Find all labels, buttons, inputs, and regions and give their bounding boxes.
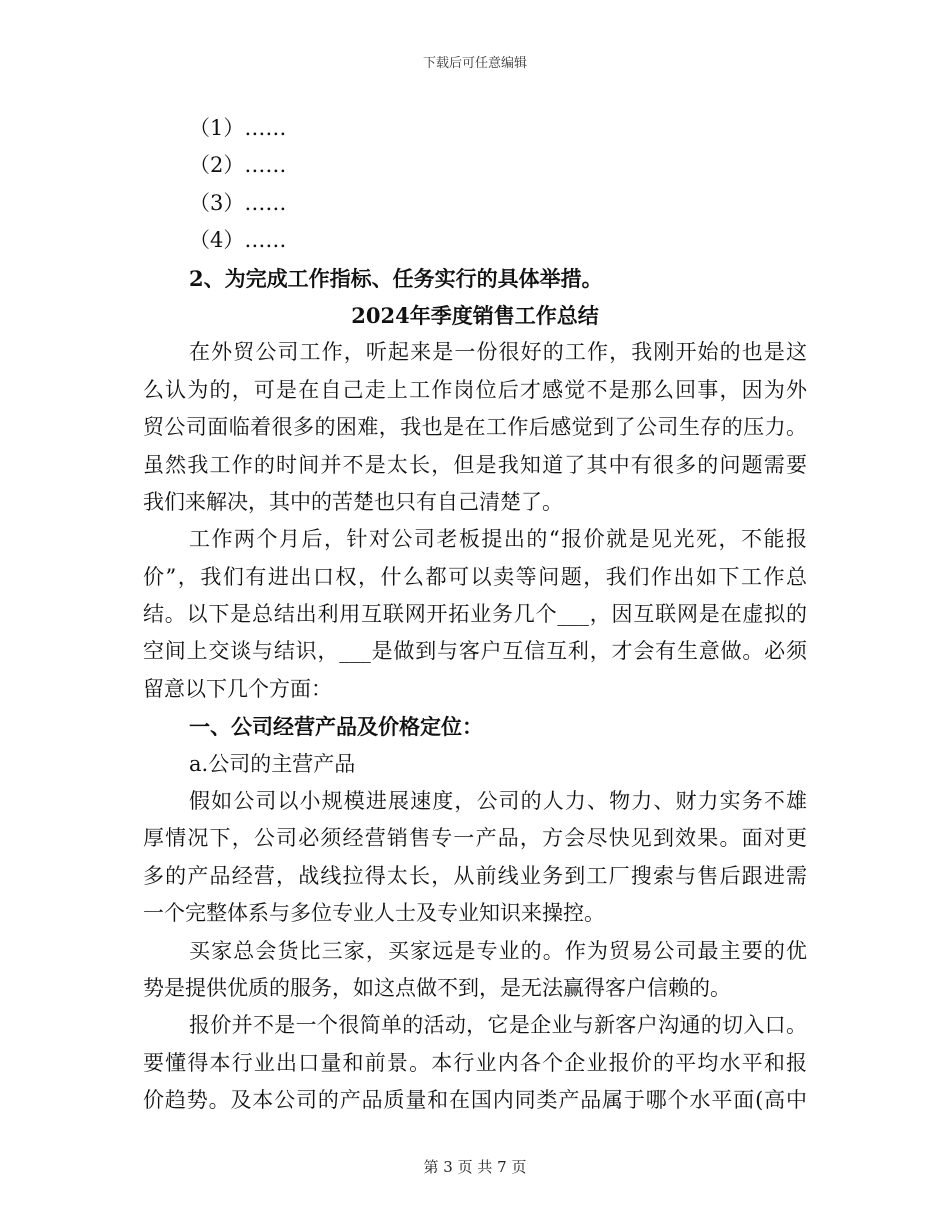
paragraph (143, 933, 807, 1008)
paragraph-line: 价趋势。及本公司的产品质量和在国内同类产品属于哪个水平面(高中 (143, 1088, 807, 1113)
document-body (143, 110, 807, 1120)
paragraph-line: 假如公司以小规模进展速度，公司的人力、物力、财力实务不雄 (189, 789, 807, 814)
paragraph-line: 报价并不是一个很简单的活动，它是企业与新客户沟通的切入口。 (189, 1013, 807, 1038)
section-heading: 一、公司经营产品及价格定位： (189, 714, 483, 740)
paragraph (143, 334, 807, 521)
paragraph-line: 一个完整体系与多位专业人士及专业知识来操控。 (143, 901, 605, 926)
paragraph-line: 价”，我们有进出口权，什么都可以卖等问题，我们作出如下工作总 (143, 564, 807, 589)
paragraph-line: 势是提供优质的服务，如这点做不到，是无法赢得客户信赖的。 (143, 975, 731, 1000)
paragraph-line: 空间上交谈与结识，___是做到与客户互信互利，才会有生意做。必须 (143, 639, 807, 664)
subsection-heading: a.公司的主营产品 (189, 751, 356, 776)
paragraph-line: 么认为的，可是在自己走上工作岗位后才感觉不是那么回事，因为外 (143, 377, 807, 402)
paragraph-line: 我们来解决，其中的苦楚也只有自己清楚了。 (143, 489, 563, 514)
section-heading: 2、为完成工作指标、任务实行的具体举措。 (189, 265, 603, 291)
list-item: （3）…… (189, 190, 287, 215)
paragraph-line: 虽然我工作的时间并不是太长，但是我知道了其中有很多的问题需要 (143, 452, 807, 477)
paragraph-line: 工作两个月后，针对公司老板提出的“报价就是见光死，不能报 (189, 527, 807, 552)
list-item: （1）…… (189, 116, 287, 140)
paragraph-line: 贸公司面临着很多的困难，我也是在工作后感觉到了公司生存的压力。 (143, 415, 807, 440)
page-footer: 第 3 页 共 7 页 (423, 1158, 527, 1176)
paragraph-line: 留意以下几个方面： (143, 676, 332, 701)
paragraph-line: 要懂得本行业出口量和前景。本行业内各个企业报价的平均水平和报 (143, 1050, 807, 1075)
paragraph-line: 厚情况下，公司必须经营销售专一产品，方会尽快见到效果。面对更 (143, 826, 807, 851)
paragraph-line: 多的产品经营，战线拉得太长，从前线业务到工厂搜索与售后跟进需 (143, 863, 807, 888)
page-header: 下载后可任意编辑 (422, 56, 527, 71)
paragraph-line: 买家总会货比三家，买家远是专业的。作为贸易公司最主要的优 (189, 938, 807, 963)
paragraph-line: 结。以下是总结出利用互联网开拓业务几个___，因互联网是在虚拟的 (143, 602, 807, 627)
list-item: （4）…… (189, 228, 287, 253)
list-item: （2）…… (189, 153, 287, 178)
paragraph (143, 783, 807, 933)
paragraph (143, 521, 807, 708)
document-title: 2024年季度销售工作总结 (351, 302, 599, 328)
paragraph-line: 在外贸公司工作，听起来是一份很好的工作，我刚开始的也是这 (189, 340, 807, 365)
paragraph (143, 1007, 807, 1119)
